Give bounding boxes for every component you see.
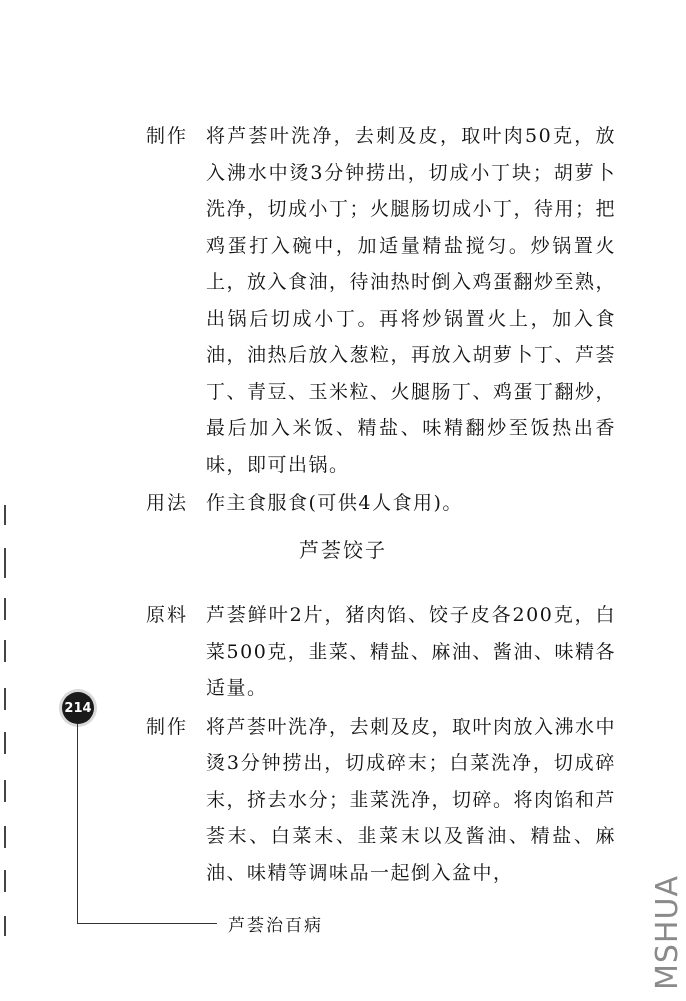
recipe-section-1 xyxy=(146,118,616,522)
left-edge-rule xyxy=(4,916,6,936)
left-edge-rule xyxy=(4,732,6,754)
watermark: MSHUA xyxy=(650,875,685,990)
page-number-badge: 214 xyxy=(62,692,94,724)
method-row-2 xyxy=(146,709,616,892)
method-text: 将芦荟叶洗净，去刺及皮，取叶肉50克，放入沸水中烫3分钟捞出，切成小丁块；胡萝卜洗净，切成小丁；火腿肠切成小丁，待用；把鸡蛋打入碗中，加适量精盐搅匀。炒锅置火上，放入食油，待油热时倒入鸡蛋翻炒至熟，出锅后切成小丁。再将炒锅置火上，加入食油，油热后放入葱粒，再放入胡萝卜丁、芦荟丁、青豆、玉米粒、火腿肠丁、鸡蛋丁翻炒，最后加入米饭、精盐、味精翻炒至饭热出香味，即可出锅。 xyxy=(206,125,617,476)
method-row xyxy=(146,118,616,483)
left-edge-rule xyxy=(4,870,6,892)
recipe-section-2 xyxy=(146,597,616,891)
usage-text: 作主食服食(可供4人食用)。 xyxy=(206,492,463,514)
left-edge-rule xyxy=(4,826,6,848)
left-edge-rule xyxy=(4,640,6,662)
footer-rule xyxy=(77,923,217,924)
method-label: 制作 xyxy=(146,125,189,147)
recipe-title: 芦荟饺子 xyxy=(299,538,387,562)
usage-row xyxy=(146,485,616,522)
ingredients-text: 芦荟鲜叶2片，猪肉馅、饺子皮各200克，白菜500克，韭菜、精盐、麻油、酱油、味精各适量。 xyxy=(206,604,616,699)
ingredients-label: 原料 xyxy=(146,604,189,626)
left-edge-rule xyxy=(4,688,6,710)
left-edge-rule xyxy=(4,780,6,802)
left-edge-rule xyxy=(4,598,6,620)
ingredients-row xyxy=(146,597,616,707)
page-badge-stem xyxy=(77,724,78,924)
method-text-2: 将芦荟叶洗净，去刺及皮，取叶肉放入沸水中烫3分钟捞出，切成碎末；白菜洗净，切成碎末，挤去水分；韭菜洗净，切碎。将肉馅和芦荟末、白菜末、韭菜末以及酱油、精盐、麻油、味精等调味品一起倒入盆中， xyxy=(206,715,617,884)
usage-label: 用法 xyxy=(146,492,189,514)
left-edge-rule xyxy=(4,505,6,525)
running-footer: 芦荟治百病 xyxy=(228,916,323,936)
method-label-2: 制作 xyxy=(146,715,189,738)
